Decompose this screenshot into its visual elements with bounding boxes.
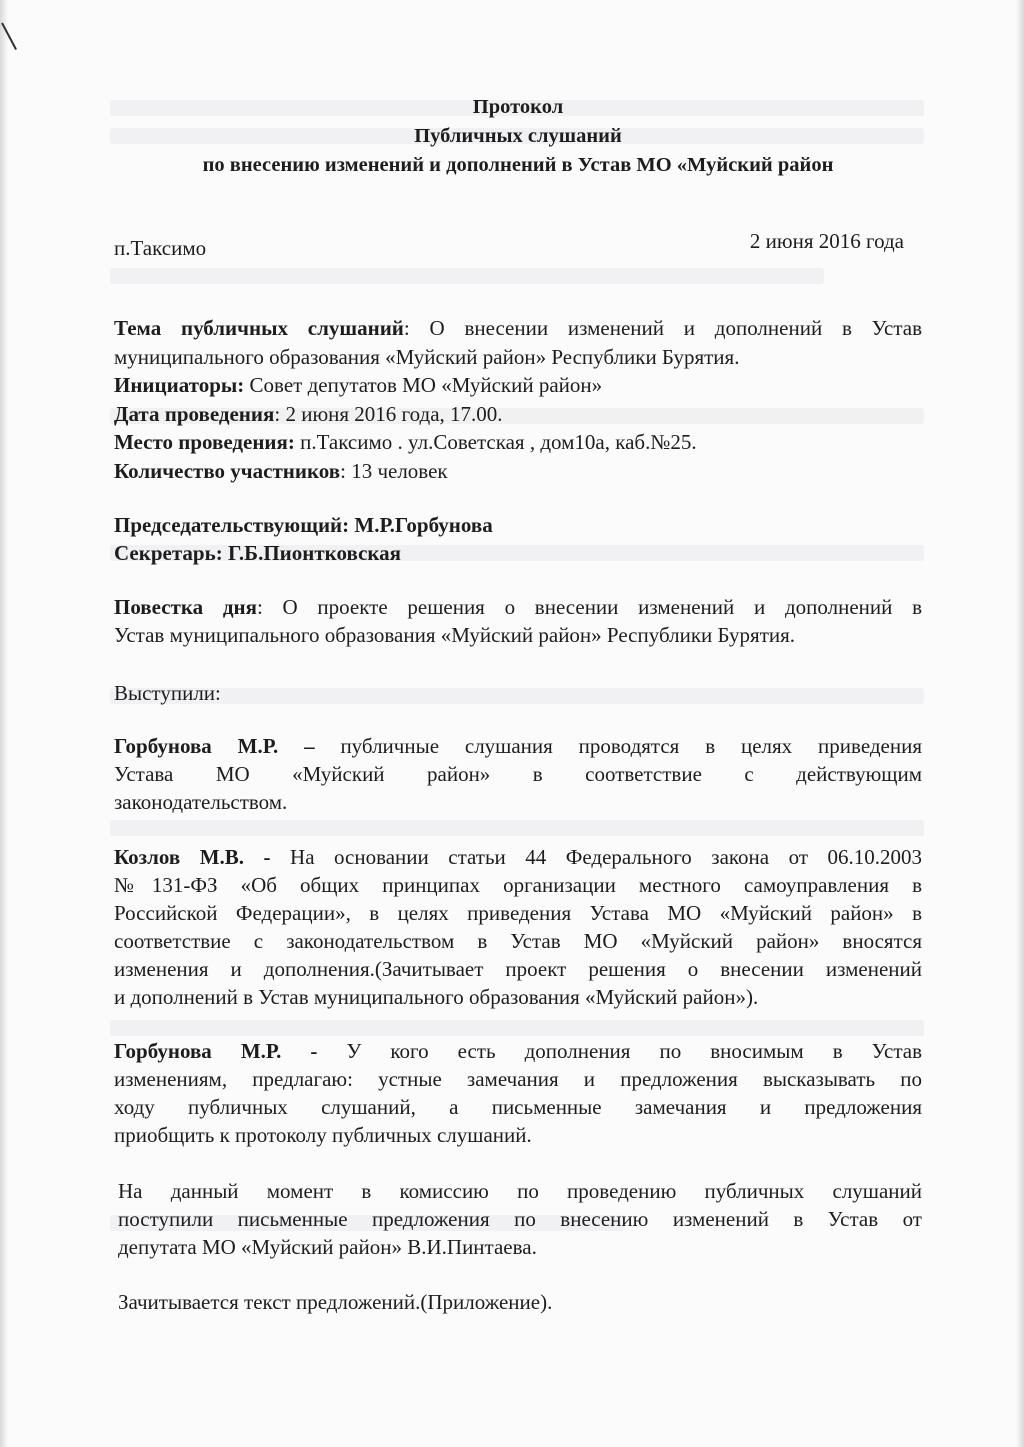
venue-line [114, 428, 922, 457]
agenda-line-2: Устав муниципального образования «Муйский район» Республики Бурятия. [114, 623, 796, 647]
chair: Председательствующий: М.Р.Горбунова [114, 513, 493, 537]
count-label: Количество участников [114, 458, 341, 483]
speech-gorbunova-2 [114, 1037, 922, 1149]
speech-line: Российской Федерации», в целях приведения Устава МО «Муйский район» в [114, 901, 922, 925]
bleed-through-mark [110, 820, 924, 836]
speech-line: законодательством. [114, 790, 288, 814]
speakers-heading: Выступили: [114, 681, 221, 705]
initiators-line [114, 371, 922, 400]
place-date-row [114, 229, 904, 262]
title-line-3: по внесению изменений и дополнений в Устав МО «Муйский район [202, 154, 834, 176]
bleed-through-mark [110, 1020, 924, 1036]
speech-line: изменениям, предлагаю: устные замечания и предложения высказывать по [114, 1067, 922, 1091]
paragraph-line: поступили письменные предложения по внесению изменений в Устав от [118, 1207, 922, 1231]
venue-text: п.Таксимо . ул.Советская , дом10а, каб.№25. [294, 430, 697, 454]
bleed-through-mark [110, 268, 824, 284]
place: п.Таксимо [114, 236, 207, 260]
agenda-line-1 [114, 593, 922, 621]
speech-line: приобщить к протоколу публичных слушаний. [114, 1123, 532, 1147]
speech-line: Горбунова М.Р. - У кого есть дополнения по вносимым в Устав [114, 1039, 922, 1063]
speaker-name: Горбунова М.Р. – [114, 734, 315, 758]
speech-line: изменения и дополнения.(Зачитывает проект решения о внесении изменений [114, 957, 922, 981]
topic-line-2: муниципального образования «Муйский район» Республики Бурятия. [114, 344, 740, 369]
speech-line: ходу публичных слушаний, а письменные замечания и предложения [114, 1095, 922, 1119]
closing-line: Зачитывается текст предложений.(Приложение). [118, 1290, 553, 1314]
count-line [114, 457, 922, 486]
speech-line: Козлов М.В. - На основании статьи 44 Федерального закона от 06.10.2003 [114, 845, 922, 869]
speech-line: Устава МО «Муйский район» в соответствие с действующим [114, 762, 922, 786]
date-label: Дата проведения [114, 401, 275, 426]
venue-label: Место проведения: [114, 430, 295, 454]
initiators-label: Инициаторы: [114, 373, 245, 397]
topic-label: Тема публичных слушаний [114, 316, 404, 340]
speech-kozlov [114, 843, 922, 1011]
speaker-name: Козлов М.В. - [114, 845, 271, 869]
speaker-name: Горбунова М.Р. - [114, 1039, 318, 1063]
scan-edge-right [1016, 0, 1024, 1447]
speech-line: №131-ФЗ «Об общих принципах организации местного самоуправления в [114, 873, 922, 897]
title-line-1: Протокол [472, 96, 564, 118]
speech-line: и дополнений в Устав муниципального образования «Муйский район»). [114, 985, 759, 1009]
initiators-text: Совет депутатов МО «Муйский район» [244, 373, 603, 397]
speech-line: Горбунова М.Р. – публичные слушания проводятся в целях приведения [114, 734, 922, 758]
paragraph-line: депутата МО «Муйский район» В.И.Пинтаева. [118, 1235, 537, 1259]
topic-line-1 [114, 314, 922, 343]
count-text: : 13 человек [340, 458, 448, 483]
speech-line: соответствие с законодательством в Устав МО «Муйский район» вносятся [114, 929, 922, 953]
secretary: Секретарь: Г.Б.Пионтковская [114, 541, 402, 565]
document-title [100, 93, 936, 180]
commission-paragraph [118, 1177, 922, 1261]
date-line [114, 400, 922, 429]
date: 2 июня 2016 года [749, 229, 904, 253]
speech-gorbunova-1 [114, 732, 922, 816]
agenda-text: : О проекте решения о внесении изменений и дополнений в [256, 595, 922, 619]
agenda [114, 593, 922, 649]
meta-info [114, 314, 922, 485]
officials [114, 511, 922, 567]
title-line-2: Публичных слушаний [414, 125, 622, 147]
date-text: : 2 июня 2016 года, 17.00. [274, 401, 503, 426]
agenda-label: Повестка дня [114, 595, 257, 619]
paragraph-line: На данный момент в комиссию по проведению публичных слушаний [118, 1179, 922, 1203]
topic-text: : О внесении изменений и дополнений в Устав [403, 316, 922, 340]
scan-edge-left [0, 0, 8, 1447]
